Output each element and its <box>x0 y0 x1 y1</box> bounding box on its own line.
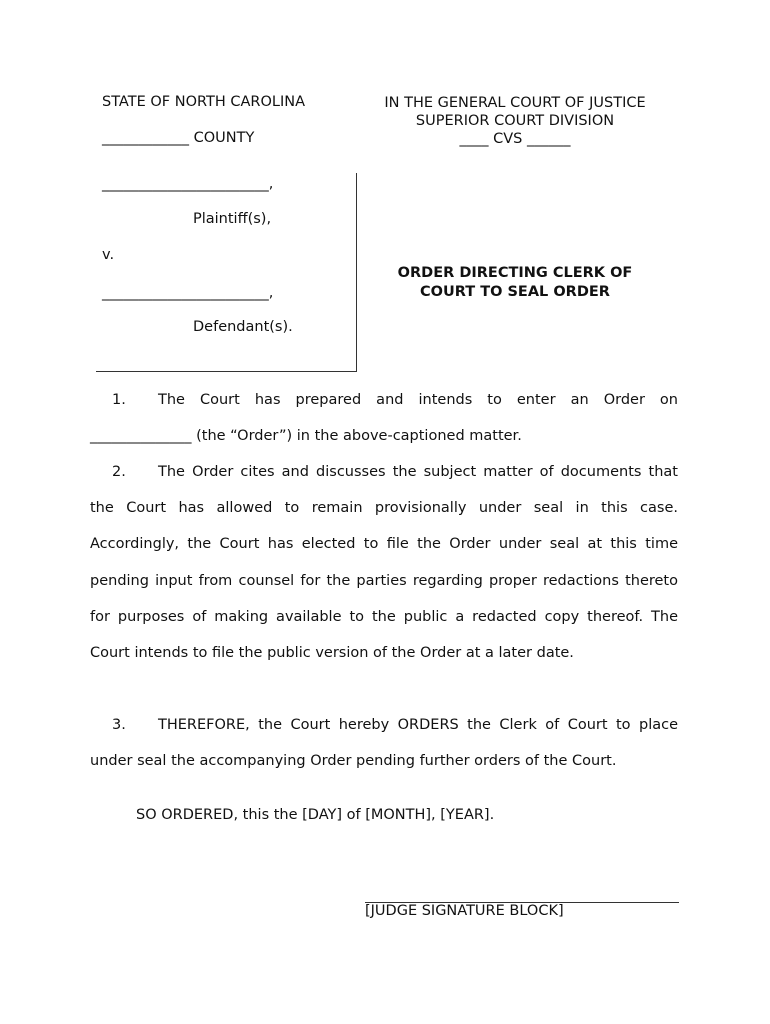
judge-signature-block: [JUDGE SIGNATURE BLOCK] <box>365 903 564 919</box>
document-title-line2: COURT TO SEAL ORDER <box>420 284 610 300</box>
paragraph-2 <box>90 454 678 671</box>
paragraph-text: The Court has prepared and intends to enter an Order on ______________ (the “Order”) in the above-captioned matter. <box>90 392 678 445</box>
plaintiff-label: Plaintiff(s), <box>193 211 272 227</box>
so-ordered-line: SO ORDERED, this the [DAY] of [MONTH], [YEAR]. <box>136 807 495 823</box>
paragraph-3 <box>90 707 678 779</box>
document-title-line1: ORDER DIRECTING CLERK OF <box>397 265 633 281</box>
paragraph-text: The Order cites and discusses the subject matter of documents that the Court has allowed to remain provisionally under seal in this case. Accordingly, the Court has elected to file the Order under seal at this time pending input from counsel for the parties regarding proper redactions thereto for purposes of making available to the public a redacted copy thereof. The Court intends to file the public version of the Order at a later date. <box>90 464 678 662</box>
paragraph-number: 1. <box>112 392 126 408</box>
court-division: SUPERIOR COURT DIVISION <box>415 113 615 129</box>
plaintiff-blank: _______________________, <box>102 176 274 192</box>
versus: v. <box>102 247 115 263</box>
defendant-label: Defendant(s). <box>193 319 293 335</box>
court-name: IN THE GENERAL COURT OF JUSTICE <box>384 95 646 111</box>
state-name: STATE OF NORTH CAROLINA <box>102 94 306 110</box>
defendant-blank: _______________________, <box>102 285 274 301</box>
paragraph-text: THEREFORE, the Court hereby ORDERS the Clerk of Court to place under seal the accompanying Order pending further orders of the Court. <box>90 717 678 770</box>
paragraph-1 <box>90 382 678 454</box>
caption-horizontal-rule <box>96 371 357 372</box>
county-line: ____________ COUNTY <box>102 130 255 146</box>
caption-vertical-rule <box>356 173 357 372</box>
case-number: ____ CVS ______ <box>459 131 571 147</box>
paragraph-number: 3. <box>112 717 126 733</box>
paragraph-number: 2. <box>112 464 126 480</box>
